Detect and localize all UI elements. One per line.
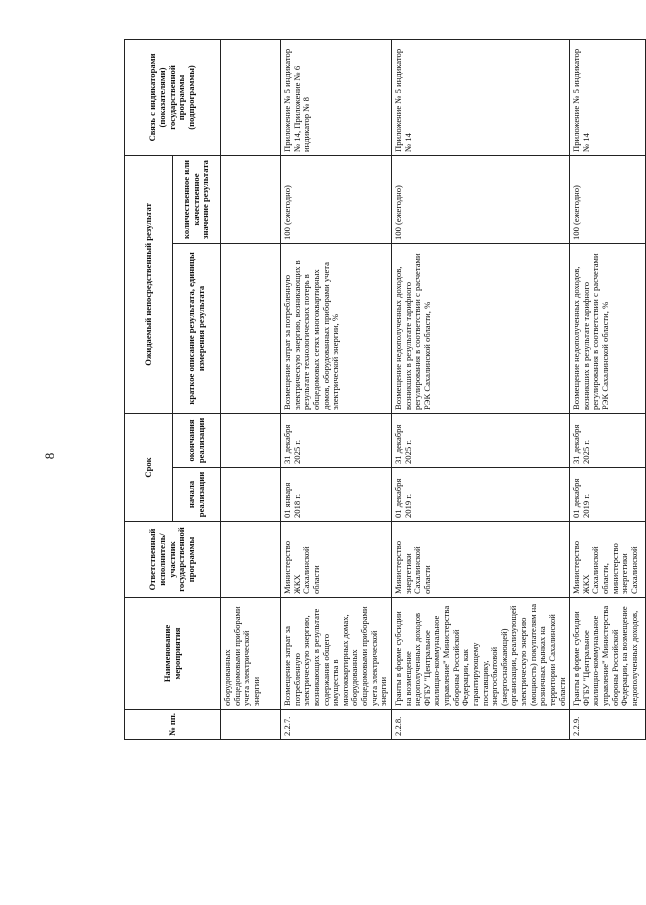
cell-name: оборудованных общедомовыми приборами учета электрической энергии — [221, 598, 281, 710]
cell-name: Гранты в форме субсидии ФГБУ "Центральное жилищно-коммунальное управление" Министерства обороны Российской Федерации, на возмещение недополученных доходов, — [570, 598, 646, 710]
cell-start: 01 декабря 2019 г. — [391, 468, 569, 522]
cell-num: 2.2.8. — [391, 710, 569, 740]
header-link: Связь с индикаторами (показателями) государственной программы (подпрограммы) — [125, 39, 221, 155]
program-measures-table — [124, 39, 646, 740]
header-num: № пп. — [125, 710, 221, 740]
table-row — [570, 39, 646, 739]
cell-value — [221, 155, 281, 243]
cell-num — [221, 710, 281, 740]
cell-end — [221, 413, 281, 467]
cell-executor: Министерство ЖКХ Сахалинской области, министерство энергетики Сахалинской — [570, 522, 646, 598]
cell-link: Приложение № 5 индикатор № 14 — [570, 39, 646, 155]
cell-desc — [221, 243, 281, 413]
header-term-start: начала реализации — [173, 468, 221, 522]
cell-executor: Министерство ЖКХ Сахалинской области — [281, 522, 392, 598]
cell-end: 31 декабря 2025 г. — [281, 413, 392, 467]
cell-link: Приложение № 5 индикатор № 14 — [391, 39, 569, 155]
cell-value: 100 (ежегодно) — [570, 155, 646, 243]
header-term: Срок — [125, 413, 173, 521]
cell-value: 100 (ежегодно) — [391, 155, 569, 243]
cell-name: Возмещение затрат за потребленную электрическую энергию, возникающих в результате содержания общего имущества в многоквартирных домах, оборудованных общедомовыми приборами учета электрической энергии — [281, 598, 392, 710]
cell-link — [221, 39, 281, 155]
cell-value: 100 (ежегодно) — [281, 155, 392, 243]
cell-name: Гранты в форме субсидии на возмещение недополученных доходов ФГБУ "Центральное жилищно-коммунальное управление" Министерства обороны Российской Федерации, как гарантирующему поставщику, энергосбытовой (энергоснабжающей) организации, реализующей электрическую энергию (мощность) покупателям на розничных рынках на территории Сахалинской области — [391, 598, 569, 710]
table-row — [221, 39, 281, 739]
cell-end: 31 декабря 2025 г. — [391, 413, 569, 467]
table-row — [391, 39, 569, 739]
rotated-table-frame — [124, 40, 639, 740]
header-term-end: окончания реализации — [173, 413, 221, 467]
cell-desc: Возмещение затрат за потребленную электрическую энергию, возникающих в результате технологических потерь в общедомовых сетях многоквартирных домов, оборудованных приборами учета электрической энергии, % — [281, 243, 392, 413]
cell-executor: Министерство энергетики Сахалинской области — [391, 522, 569, 598]
cell-num: 2.2.9. — [570, 710, 646, 740]
cell-desc: Возмещение недополученных доходов, возникших в результате тарифного регулирования в соответствии с расчетами РЭК Сахалинской области, % — [570, 243, 646, 413]
cell-start: 01 декабря 2019 г. — [570, 468, 646, 522]
cell-executor — [221, 522, 281, 598]
cell-start — [221, 468, 281, 522]
cell-start: 01 января 2018 г. — [281, 468, 392, 522]
cell-link: Приложение № 5 индикатор № 14, Приложение № 6 индикатор № 8 — [281, 39, 392, 155]
cell-num: 2.2.7. — [281, 710, 392, 740]
table-row — [281, 39, 392, 739]
header-result-desc: краткое описание результата, единицы измерения результата — [173, 243, 221, 413]
document-table-wrapper — [124, 40, 639, 740]
header-result: Ожидаемый непосредственный результат — [125, 155, 173, 413]
header-executor: Ответственный исполнитель/участник государственной программы — [125, 522, 221, 598]
page-number: 8 — [42, 452, 57, 460]
header-row-1 — [125, 39, 173, 739]
header-result-value: количественное или качественное значение результата — [173, 155, 221, 243]
header-name: Наименование мероприятия — [125, 598, 221, 710]
cell-desc: Возмещение недополученных доходов, возникших в результате тарифного регулирования в соответствии с расчетами РЭК Сахалинской области, % — [391, 243, 569, 413]
cell-end: 31 декабря 2025 г. — [570, 413, 646, 467]
